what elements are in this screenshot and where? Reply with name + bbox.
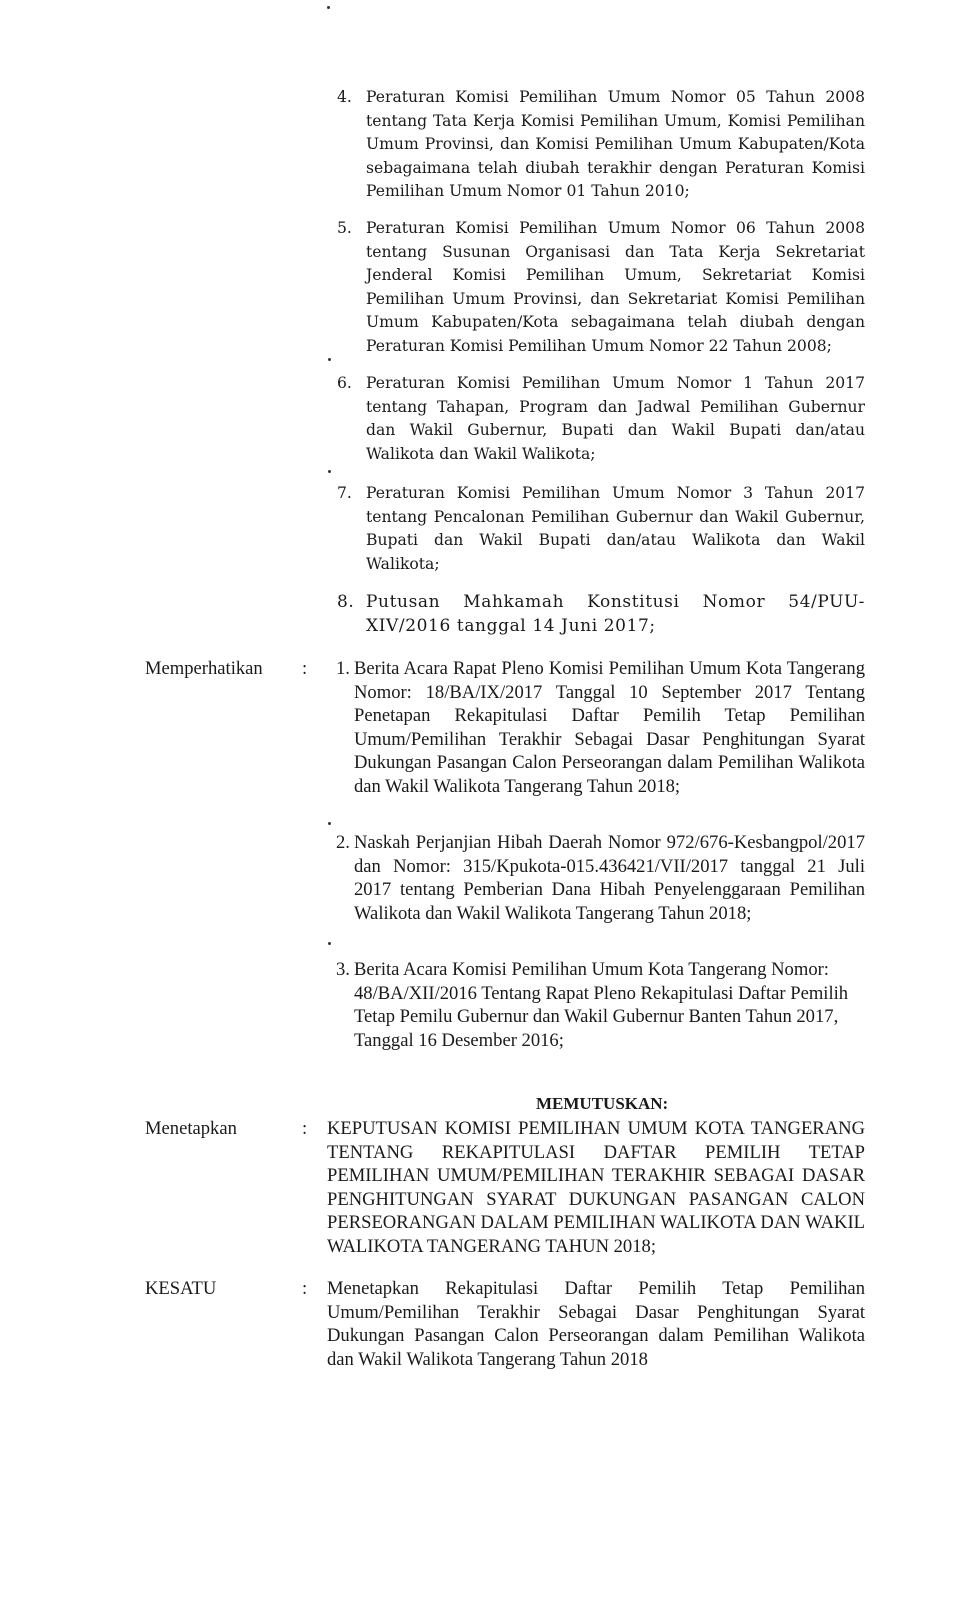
item-text: Berita Acara Komisi Pemilihan Umum Kota Tangerang Nomor: 48/BA/XII/2016 Tentang Rapat Pleno Rekapitulasi Daftar Pemilih Tetap Pemilu Gubernur dan Wakil Gubernur Banten Tahun 2017, Tanggal 16 Desember 2016; xyxy=(354,959,849,1051)
colon: : xyxy=(302,1118,308,1139)
item-text: Berita Acara Rapat Pleno Komisi Pemilihan Umum Kota Tangerang Nomor: 18/BA/IX/2017 Tanggal 10 September 2017 Tentang Penetapan Rekapitulasi Daftar Pemilih Tetap Pemilihan Umum/Pemilihan Terakhir Sebagai Dasar Penghitungan Syarat Dukungan Pasangan Calon Perseorangan dalam Pemilihan Walikota dan Wakil Walikota Tangerang Tahun 2018; xyxy=(354,658,865,797)
item-number: 4. xyxy=(337,88,352,106)
colon: : xyxy=(302,1278,308,1299)
consideration-item xyxy=(337,217,865,358)
consideration-item xyxy=(337,372,865,466)
item-text: Peraturan Komisi Pemilihan Umum Nomor 3 Tahun 2017 tentang Pencalonan Pemilihan Gubernur dan Wakil Gubernur, Bupati dan Wakil Bupati dan/atau Walikota dan Wakil Walikota; xyxy=(366,484,865,573)
consideration-item xyxy=(337,482,865,576)
kesatu-label: KESATU xyxy=(145,1278,217,1299)
colon: : xyxy=(302,658,308,679)
scan-speck xyxy=(328,358,331,361)
item-text: Peraturan Komisi Pemilihan Umum Nomor 1 Tahun 2017 tentang Tahapan, Program dan Jadwal Pemilihan Gubernur dan Wakil Gubernur, Bupati dan Wakil Bupati dan/atau Walikota dan Wakil Walikota; xyxy=(366,374,865,463)
memperhatikan-item xyxy=(336,831,865,925)
scan-speck xyxy=(328,942,331,945)
item-text: Peraturan Komisi Pemilihan Umum Nomor 05 Tahun 2008 tentang Tata Kerja Komisi Pemilihan Umum, Komisi Pemilihan Umum Provinsi, dan Komisi Pemilihan Umum Kabupaten/Kota sebagaimana telah diubah terakhir dengan Peraturan Komisi Pemilihan Umum Nomor 01 Tahun 2010; xyxy=(366,88,865,200)
consideration-item xyxy=(337,86,865,204)
item-number: 2. xyxy=(336,832,350,853)
scan-speck xyxy=(327,6,330,9)
menetapkan-text: KEPUTUSAN KOMISI PEMILIHAN UMUM KOTA TANGERANG TENTANG REKAPITULASI DAFTAR PEMILIH TETAP PEMILIHAN UMUM/PEMILIHAN TERAKHIR SEBAGAI DASAR PENGHITUNGAN SYARAT DUKUNGAN PASANGAN CALON PERSEORANGAN DALAM PEMILIHAN WALIKOTA DAN WAKIL WALIKOTA TANGERANG TAHUN 2018; xyxy=(327,1118,865,1257)
scan-speck xyxy=(328,822,331,825)
item-number: 1. xyxy=(336,658,350,679)
item-text: Putusan Mahkamah Konstitusi Nomor 54/PUU-XIV/2016 tanggal 14 Juni 2017; xyxy=(366,592,865,636)
memperhatikan-item xyxy=(336,657,865,799)
item-number: 5. xyxy=(337,219,352,237)
item-text: Naskah Perjanjian Hibah Daerah Nomor 972/676-Kesbangpol/2017 dan Nomor: 315/Kpukota-015.436421/VII/2017 tanggal 21 Juli 2017 tentang Pemberian Dana Hibah Penyelenggaraan Pemilihan Walikota dan Wakil Walikota Tangerang Tahun 2018; xyxy=(354,832,865,924)
item-number: 7. xyxy=(337,484,352,502)
memperhatikan-item xyxy=(336,958,865,1052)
kesatu-text: Menetapkan Rekapitulasi Daftar Pemilih Tetap Pemilihan Umum/Pemilihan Terakhir Sebagai Dasar Penghitungan Syarat Dukungan Pasangan Calon Perseorangan dalam Pemilihan Walikota dan Wakil Walikota Tangerang Tahun 2018 xyxy=(327,1278,865,1370)
consideration-item xyxy=(337,591,865,638)
item-number: 8. xyxy=(337,592,355,612)
decision-heading: MEMUTUSKAN: xyxy=(536,1094,669,1113)
item-number: 6. xyxy=(337,374,352,392)
memperhatikan-label: Memperhatikan xyxy=(145,658,263,679)
menetapkan-label: Menetapkan xyxy=(145,1118,237,1139)
item-text: Peraturan Komisi Pemilihan Umum Nomor 06 Tahun 2008 tentang Susunan Organisasi dan Tata Kerja Sekretariat Jenderal Komisi Pemilihan Umum, Sekretariat Komisi Pemilihan Umum Provinsi, dan Sekretariat Komisi Pemilihan Umum Kabupaten/Kota sebagaimana telah diubah dengan Peraturan Komisi Pemilihan Umum Nomor 22 Tahun 2008; xyxy=(366,219,865,355)
scan-speck xyxy=(328,470,331,473)
item-number: 3. xyxy=(336,959,350,980)
